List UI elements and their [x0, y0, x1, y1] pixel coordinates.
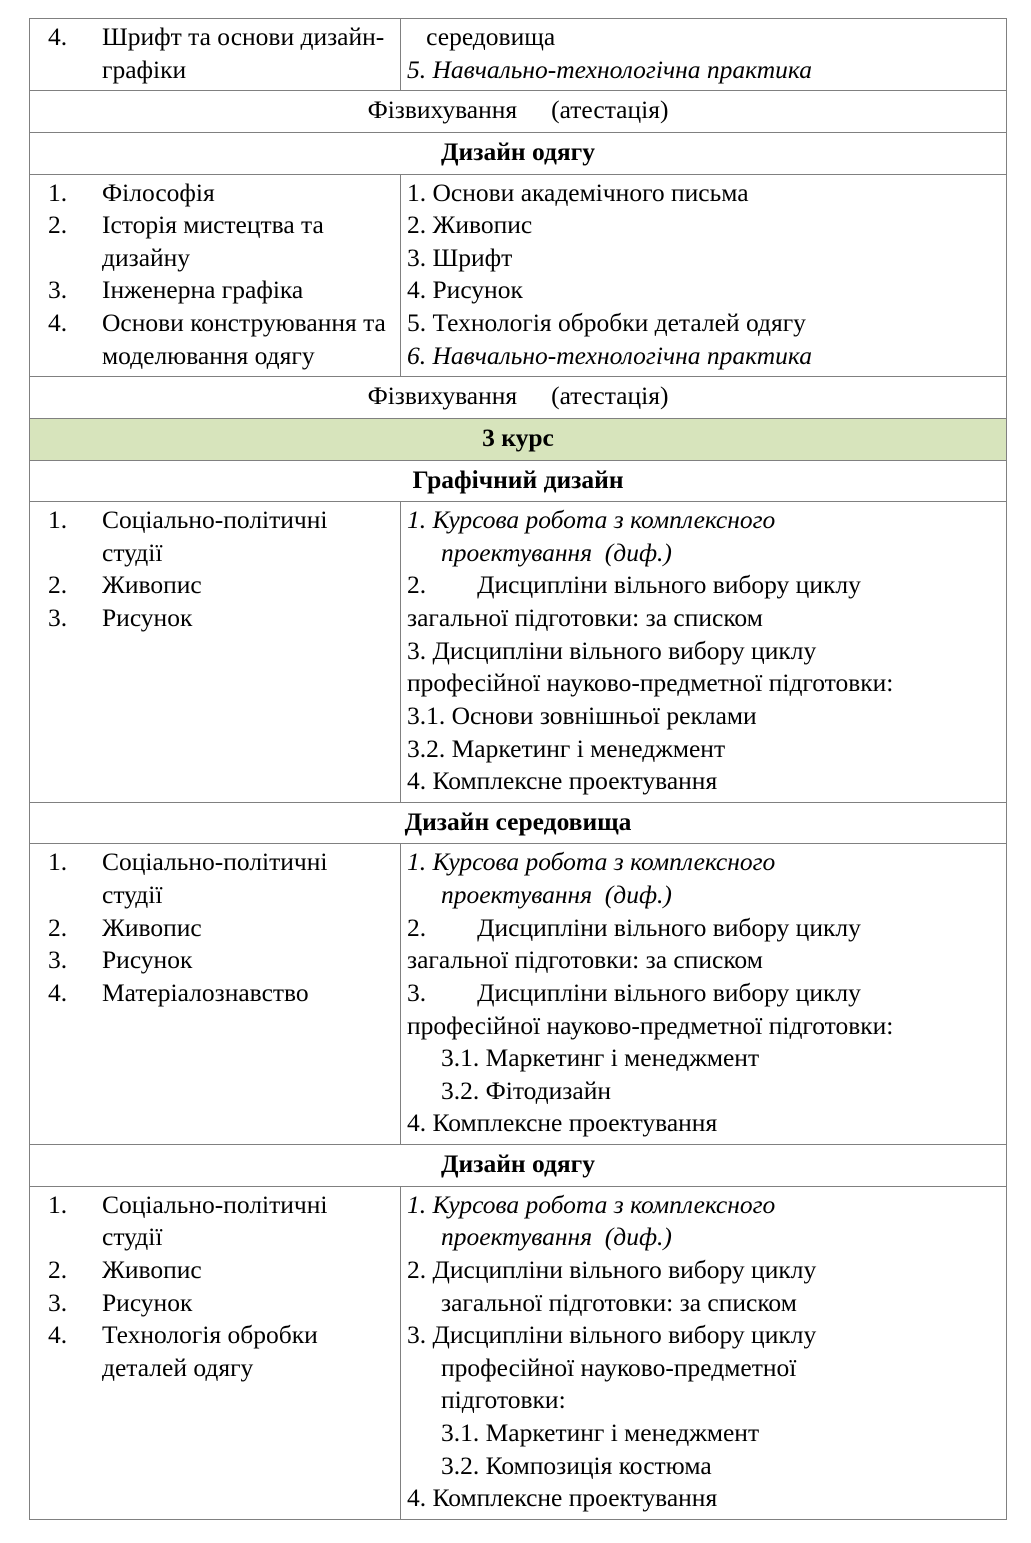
course-title-3: 3 курс: [30, 419, 1006, 460]
list-item-number: 4.: [48, 977, 68, 1007]
cell-right-environment: [401, 844, 1007, 1145]
list-item: [36, 274, 394, 307]
list-item-number: 3.: [48, 603, 68, 632]
table-row-section-header: [30, 132, 1007, 174]
physed-attestation: (атестація): [551, 95, 669, 125]
list-item: [36, 912, 394, 945]
list-item: 4. Рисунок: [407, 275, 523, 305]
list-item: 2. Дисципліни вільного вибору циклу: [407, 1254, 817, 1284]
list-item: 3.1. Маркетинг і менеджмент: [441, 1043, 760, 1073]
cell-left-clothing: [30, 174, 401, 377]
list-item: 5. Технологія обробки деталей одягу: [407, 308, 806, 337]
list-item: [36, 944, 394, 977]
list-item: 3. Дисципліни вільного вибору циклу: [407, 977, 861, 1007]
list-item: 3.1. Маркетинг і менеджмент: [441, 1418, 760, 1447]
list-item: 3.2. Композиція костюма: [441, 1450, 712, 1480]
table-row-section-header: [30, 802, 1007, 844]
list-item-label: Живопис: [102, 570, 202, 600]
discipline-list-container: [30, 1187, 400, 1389]
list-item: 3. Дисципліни вільного вибору циклу: [407, 1320, 817, 1350]
section-title-graphic-design: Графічний дизайн: [412, 464, 624, 494]
cell-section-header: [30, 460, 1007, 502]
numbered-list: [36, 1189, 394, 1385]
section-title-clothing-design-3: Дизайн одягу: [440, 1149, 596, 1178]
list-item: 3. Шрифт: [407, 242, 513, 272]
cell-right-continuation: [401, 19, 1007, 91]
list-item: 1. Курсова робота з комплексного: [407, 847, 776, 877]
list-item: 4. Комплексне проектування: [407, 766, 718, 796]
numbered-list: [36, 177, 394, 373]
list-item-number: 4.: [48, 22, 68, 51]
flat-list: [407, 21, 1000, 86]
cell-right-clothing: [401, 174, 1007, 377]
list-item: проектування (диф.): [441, 880, 672, 909]
curriculum-table: [29, 18, 1007, 1520]
table-row-section-header: [30, 1145, 1007, 1187]
discipline-list-container: [30, 19, 400, 90]
list-item-label: Технологія обробки деталей одягу: [102, 1320, 318, 1382]
section-title-clothing-design: Дизайн одягу: [440, 136, 596, 166]
list-item-label: Живопис: [102, 912, 202, 942]
list-item: 3. Дисципліни вільного вибору циклу: [407, 635, 817, 665]
table-row: [30, 502, 1007, 803]
cell-left-continuation: [30, 19, 401, 91]
list-item: проектування (диф.): [441, 537, 672, 567]
curriculum-table-body: [30, 19, 1007, 1520]
list-item-label: Соціально-політичні студії: [102, 1189, 328, 1252]
list-item: [36, 1189, 394, 1254]
list-item-label: Філософія: [102, 177, 215, 207]
list-item: 5. Навчально-технологічна практика: [407, 54, 812, 84]
list-item: 1. Курсова робота з комплексного: [407, 505, 776, 535]
list-item-number: 4.: [48, 308, 68, 337]
list-item: 4. Комплексне проектування: [407, 1483, 718, 1513]
list-item: [36, 504, 394, 569]
flat-list: [407, 177, 1000, 373]
list-item-label: Соціально-політичні студії: [102, 847, 328, 909]
cell-right-clothing-3: [401, 1186, 1007, 1519]
cell-left-clothing-3: [30, 1186, 401, 1519]
table-row: [30, 19, 1007, 91]
discipline-list-container: [401, 175, 1006, 377]
discipline-list-container: [401, 844, 1006, 1144]
cell-left-environment: [30, 844, 401, 1145]
table-row-physed: [30, 91, 1007, 133]
cell-physed: [30, 377, 1007, 419]
list-item: 3.1. Основи зовнішньої реклами: [407, 700, 757, 730]
list-item: [36, 307, 394, 372]
list-item-number: 3.: [48, 1287, 68, 1317]
list-item: [36, 1287, 394, 1320]
discipline-list-container: [30, 844, 400, 1013]
cell-left-graphic: [30, 502, 401, 803]
list-item: професійної науково-предметної підготовки:: [407, 668, 894, 698]
list-item: 2. Дисципліни вільного вибору циклу: [407, 570, 861, 600]
list-item: [36, 846, 394, 911]
list-item: середовища: [407, 22, 556, 51]
list-item-label: Історія мистецтва та дизайну: [102, 210, 324, 272]
cell-course-header: [30, 418, 1007, 460]
physed-label: Фізвихування: [367, 95, 518, 125]
list-item-label: Інженерна графіка: [102, 275, 304, 305]
flat-list: [407, 1189, 1000, 1515]
list-item-label: Рисунок: [102, 603, 193, 632]
list-item-number: 1.: [48, 505, 68, 535]
table-row-course-header: [30, 418, 1007, 460]
discipline-list-container: [401, 502, 1006, 802]
list-item: [36, 1319, 394, 1384]
list-item-number: 2.: [48, 570, 68, 600]
list-item: загальної підготовки: за списком: [441, 1287, 797, 1317]
table-row: [30, 844, 1007, 1145]
list-item: 2. Живопис: [407, 210, 533, 240]
physed-row: [30, 377, 1006, 418]
list-item-label: Матеріалознавство: [102, 977, 309, 1007]
list-item-label: Основи конструювання та моделювання одягу: [102, 308, 386, 370]
physed-label: Фізвихування: [367, 381, 518, 411]
cell-physed: [30, 91, 1007, 133]
list-item: 2. Дисципліни вільного вибору циклу: [407, 912, 861, 942]
list-item-number: 2.: [48, 1254, 68, 1284]
list-item: [36, 21, 394, 86]
table-row: [30, 1186, 1007, 1519]
list-item-label: Шрифт та основи дизайн-графіки: [102, 22, 385, 84]
list-item: [36, 1254, 394, 1287]
table-row-physed: [30, 377, 1007, 419]
list-item: професійної науково-предметної підготовки:: [407, 1010, 894, 1040]
section-title-environment-design: Дизайн середовища: [404, 806, 632, 836]
list-item-number: 2.: [48, 912, 68, 942]
numbered-list: [36, 846, 394, 1009]
list-item: [36, 602, 394, 635]
list-item: професійної науково-предметної: [441, 1352, 797, 1382]
list-item-number: 1.: [48, 847, 68, 877]
list-item-number: 3.: [48, 275, 68, 305]
table-row: [30, 174, 1007, 377]
list-item-number: 4.: [48, 1320, 68, 1350]
numbered-list: [36, 21, 394, 86]
numbered-list: [36, 504, 394, 635]
list-item-label: Живопис: [102, 1254, 202, 1284]
physed-attestation: (атестація): [551, 381, 669, 411]
list-item: загальної підготовки: за списком: [407, 603, 763, 632]
list-item: 1. Курсова робота з комплексного: [407, 1189, 776, 1219]
list-item: [36, 569, 394, 602]
cell-right-graphic: [401, 502, 1007, 803]
list-item: проектування (диф.): [441, 1222, 672, 1252]
list-item-number: 3.: [48, 945, 68, 975]
cell-section-header: [30, 132, 1007, 174]
list-item: [36, 209, 394, 274]
list-item: 1. Основи академічного письма: [407, 177, 749, 207]
flat-list: [407, 504, 1000, 798]
list-item-number: 2.: [48, 210, 68, 240]
list-item: підготовки:: [441, 1385, 566, 1415]
discipline-list-container: [30, 175, 400, 377]
list-item-label: Рисунок: [102, 945, 193, 975]
discipline-list-container: [401, 1187, 1006, 1519]
list-item-label: Соціально-політичні студії: [102, 505, 328, 567]
discipline-list-container: [30, 502, 400, 639]
list-item-number: 1.: [48, 177, 68, 207]
flat-list: [407, 846, 1000, 1140]
list-item: 3.2. Маркетинг і менеджмент: [407, 733, 726, 763]
discipline-list-container: [401, 19, 1006, 90]
list-item: загальної підготовки: за списком: [407, 945, 763, 975]
list-item-label: Рисунок: [102, 1287, 193, 1317]
cell-section-header: [30, 1145, 1007, 1187]
cell-section-header: [30, 802, 1007, 844]
list-item: 6. Навчально-технологічна практика: [407, 340, 812, 370]
list-item: 4. Комплексне проектування: [407, 1108, 718, 1138]
list-item: 3.2. Фітодизайн: [441, 1075, 611, 1105]
list-item: [36, 977, 394, 1010]
physed-row: [30, 91, 1006, 132]
list-item: [36, 177, 394, 210]
table-row-section-header: [30, 460, 1007, 502]
list-item-number: 1.: [48, 1189, 68, 1219]
